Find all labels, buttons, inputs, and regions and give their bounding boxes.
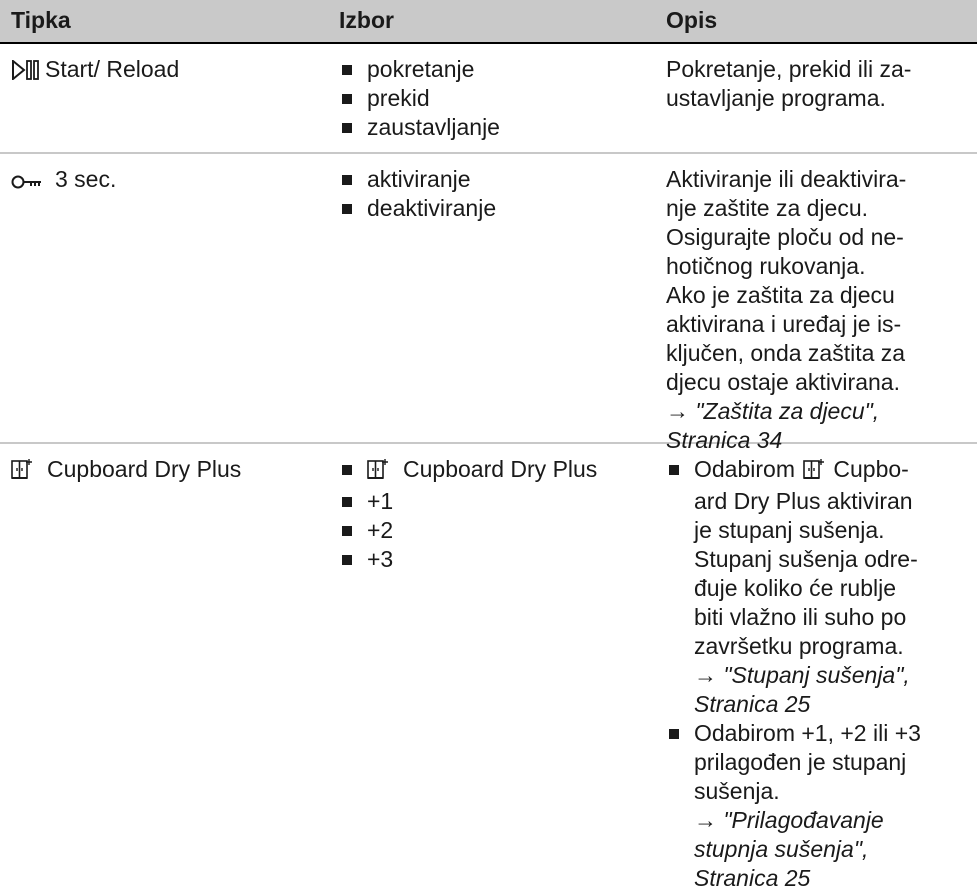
list-item: +3 <box>339 545 649 574</box>
options-cell <box>339 165 649 223</box>
description-line: Osigurajte ploču od ne- <box>666 224 904 250</box>
description-line: nje zaštite za djecu. <box>666 195 869 221</box>
list-item: +1 <box>339 487 649 516</box>
key-label: 3 sec. <box>55 166 117 192</box>
cupboard-dry-icon <box>11 458 33 487</box>
description-line: Aktiviranje ili deaktivira- <box>666 166 907 192</box>
play-pause-icon <box>11 58 41 87</box>
options-cell <box>339 55 649 142</box>
header-opis: Opis <box>666 7 718 33</box>
description-line: je stupanj sušenja. <box>694 517 885 543</box>
description-line: završetku programa. <box>694 633 904 659</box>
description-line: Stupanj sušenja odre- <box>694 546 918 572</box>
child-lock-key-icon <box>11 168 43 197</box>
description-line: Pokretanje, prekid ili za- <box>666 56 912 82</box>
list-item: +2 <box>339 516 649 545</box>
key-cell <box>11 165 311 197</box>
table-row <box>0 44 977 154</box>
description-line: ključen, onda zaštita za <box>666 340 906 366</box>
page-reference-link[interactable]: Stranica 25 <box>694 865 811 891</box>
list-item: pokretanje <box>339 55 649 84</box>
description-line: Ako je zaštita za djecu <box>666 282 895 308</box>
table-header <box>0 0 977 44</box>
description-line: đuje koliko će rublje <box>694 575 897 601</box>
cupboard-dry-icon <box>367 458 389 487</box>
page-reference-link[interactable]: → "Zaštita za djecu", <box>666 398 880 424</box>
key-label: Start/ Reload <box>45 56 180 82</box>
description-line: prilagođen je stupanj <box>694 749 907 775</box>
description-line: aktivirana i uređaj je is- <box>666 311 902 337</box>
list-item: zaustavljanje <box>339 113 649 142</box>
page-reference-link[interactable]: Stranica 34 <box>666 427 783 453</box>
cupboard-dry-icon <box>803 458 825 487</box>
page-reference-link[interactable]: stupnja sušenja", <box>694 836 869 862</box>
description-line: djecu ostaje aktivirana. <box>666 369 900 395</box>
description-line: ard Dry Plus aktiviran <box>694 488 913 514</box>
description-line: biti vlažno ili suho po <box>694 604 907 630</box>
list-item <box>339 455 649 487</box>
description-text: Cupbo- <box>833 456 909 482</box>
description-text: Odabirom <box>694 456 795 482</box>
description-line: hotičnog rukovanja. <box>666 253 866 279</box>
table-row <box>0 154 977 453</box>
list-item <box>666 719 966 893</box>
list-item: prekid <box>339 84 649 113</box>
page-reference-link[interactable]: → "Prilagođavanje <box>694 807 884 833</box>
page-reference-link[interactable]: Stranica 25 <box>694 691 811 717</box>
description-cell <box>666 455 966 893</box>
key-cell <box>11 455 311 487</box>
header-tipka: Tipka <box>11 7 71 33</box>
description-line: Odabirom +1, +2 ili +3 <box>694 720 921 746</box>
key-label: Cupboard Dry Plus <box>47 456 242 482</box>
option-label: Cupboard Dry Plus <box>403 456 598 482</box>
description-cell <box>666 55 966 113</box>
list-item: deaktiviranje <box>339 194 649 223</box>
key-cell <box>11 55 311 87</box>
options-cell <box>339 455 649 574</box>
page-reference-link[interactable]: → "Stupanj sušenja", <box>694 662 910 688</box>
list-item <box>666 455 966 719</box>
list-item: aktiviranje <box>339 165 649 194</box>
description-cell <box>666 165 966 455</box>
description-line: ustavljanje programa. <box>666 85 886 111</box>
header-izbor: Izbor <box>339 7 394 33</box>
description-line: sušenja. <box>694 778 780 804</box>
table-row <box>0 444 977 891</box>
